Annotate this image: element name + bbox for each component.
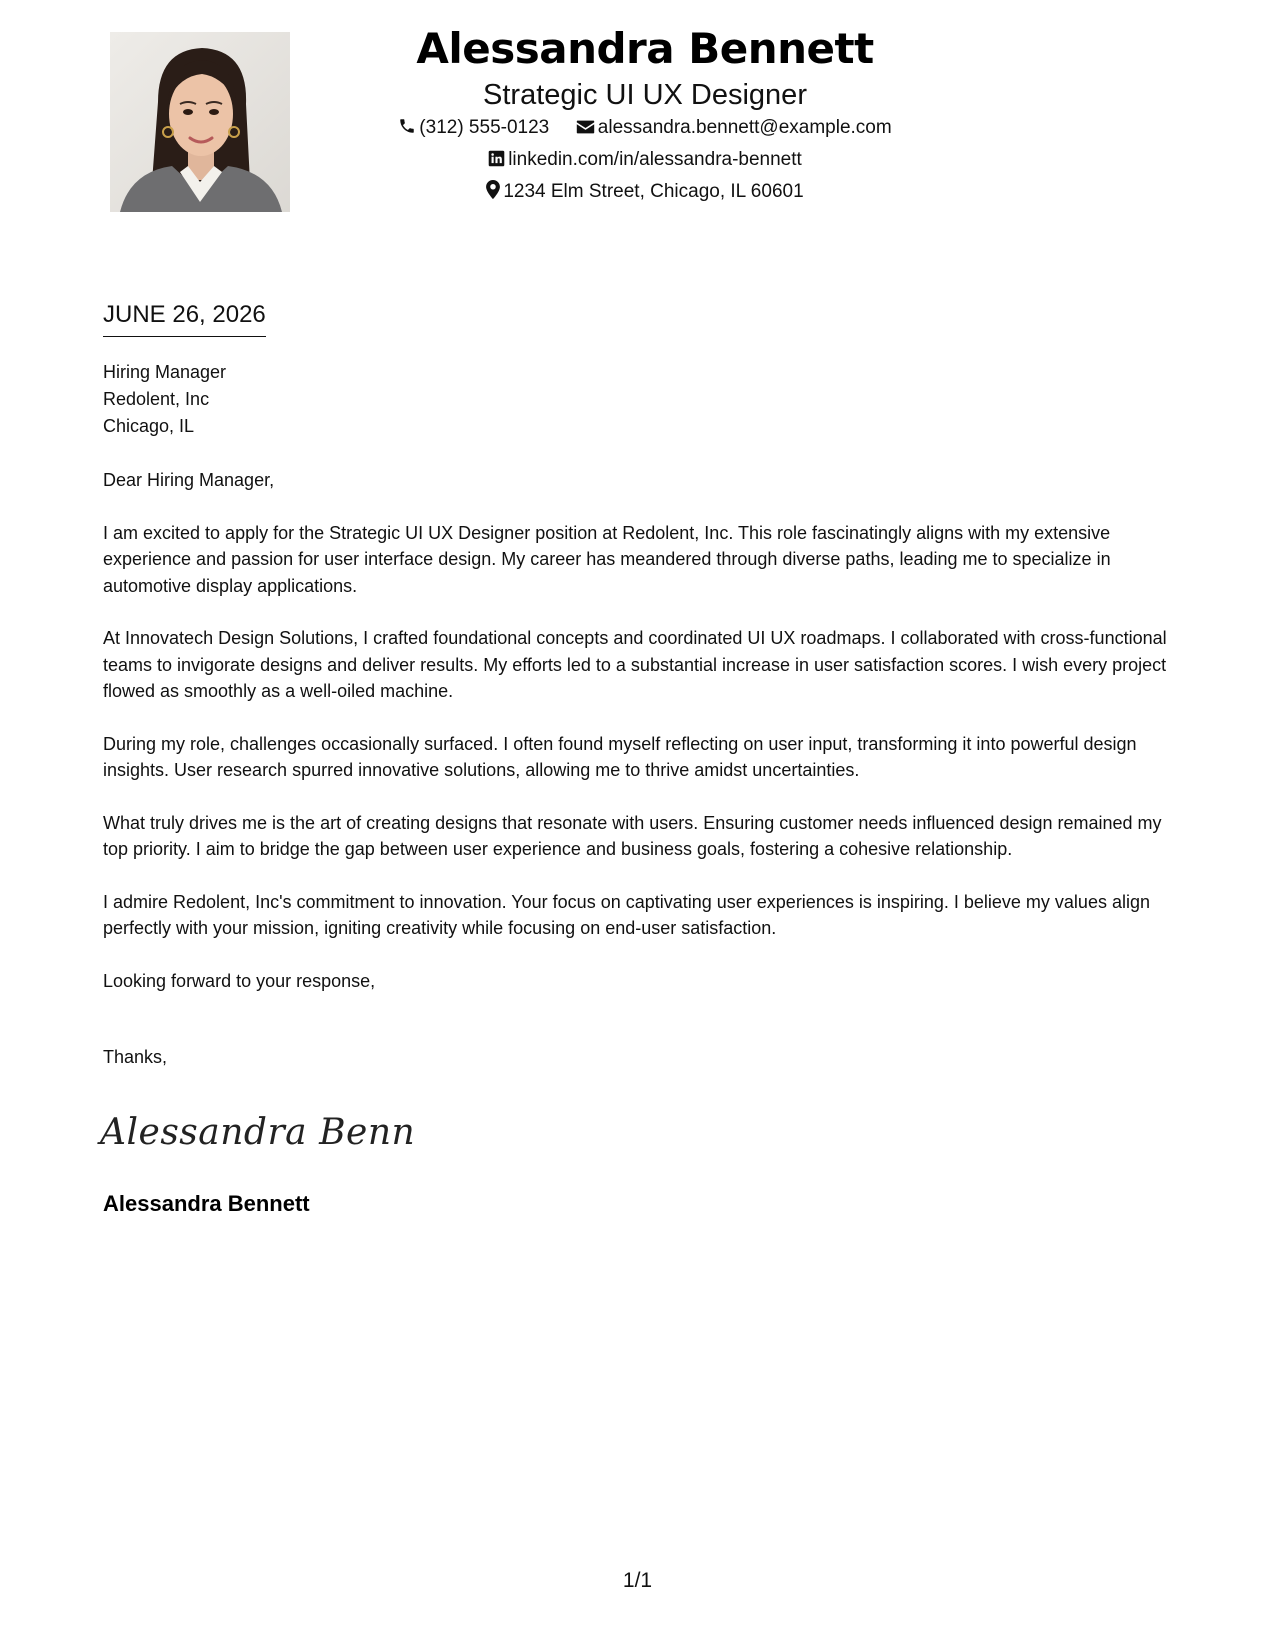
recipient-role: Hiring Manager	[103, 362, 227, 382]
phone-icon	[398, 117, 416, 135]
signature-image	[100, 1100, 416, 1160]
email-address: alessandra.bennett@example.com	[597, 117, 892, 138]
applicant-title: Strategic UI UX Designer	[483, 79, 807, 111]
linkedin-icon	[488, 150, 505, 167]
page-number: 1/1	[622, 1569, 653, 1592]
profile-photo	[110, 32, 290, 212]
letter-body	[103, 467, 1183, 1020]
sign-off: Thanks,	[103, 1047, 168, 1067]
contact-email	[576, 112, 892, 144]
map-pin-icon	[486, 180, 500, 199]
contact-address	[486, 176, 803, 208]
handwritten-signature	[100, 1100, 416, 1160]
body-paragraph: What truly drives me is the art of creating designs that resonate with users. Ensuring customer needs influenced design remained my top priority. I aim to bridge the gap between user experience and business goals, fostering a cohesive relationship.	[103, 812, 1162, 859]
envelope-icon	[576, 119, 595, 135]
contact-line-linkedin	[330, 144, 960, 176]
contact-line-address	[330, 176, 960, 208]
linkedin-url: linkedin.com/in/alessandra-bennett	[508, 149, 802, 171]
applicant-name: Alessandra Bennett	[416, 24, 874, 73]
salutation: Dear Hiring Manager,	[103, 470, 275, 490]
closing-line: Looking forward to your response,	[103, 970, 376, 991]
recipient-block	[103, 359, 226, 440]
contact-phone	[398, 112, 549, 144]
portrait-image	[110, 32, 290, 212]
recipient-location: Chicago, IL	[103, 416, 195, 436]
phone-number: (312) 555-0123	[419, 117, 550, 138]
letter-header	[330, 20, 960, 208]
svg-text:Alessandra Benn: Alessandra Benn	[100, 1112, 416, 1153]
letter-date: JUNE 26, 2026	[103, 300, 266, 337]
body-paragraph: At Innovatech Design Solutions, I crafted foundational concepts and coordinated UI UX roadmaps. I collaborated with cross-functional teams to invigorate designs and deliver results. My efforts led to a substantial increase in user satisfaction scores. I wish every project flowed as smoothly as a well-oiled machine.	[103, 628, 1167, 701]
signed-name: Alessandra Bennett	[103, 1191, 310, 1216]
body-paragraph: I am excited to apply for the Strategic UI UX Designer position at Redolent, Inc. This role fascinatingly aligns with my extensive experience and passion for user interface design. My career has meandered through diverse paths, leading me to specialize in automotive display applications.	[103, 522, 1111, 596]
contact-linkedin	[488, 144, 802, 176]
contact-line-phone-email	[330, 112, 960, 144]
body-paragraph: I admire Redolent, Inc's commitment to innovation. Your focus on captivating user experiences is inspiring. I believe my values align perfectly with your mission, igniting creativity while focusing on end-user satisfaction.	[103, 891, 1150, 938]
street-address: 1234 Elm Street, Chicago, IL 60601	[503, 181, 804, 203]
recipient-company: Redolent, Inc	[103, 389, 210, 409]
body-paragraph: During my role, challenges occasionally surfaced. I often found myself reflecting on user input, transforming it into powerful design insights. User research spurred innovative solutions, allowing me to thrive amidst uncertainties.	[103, 733, 1137, 780]
